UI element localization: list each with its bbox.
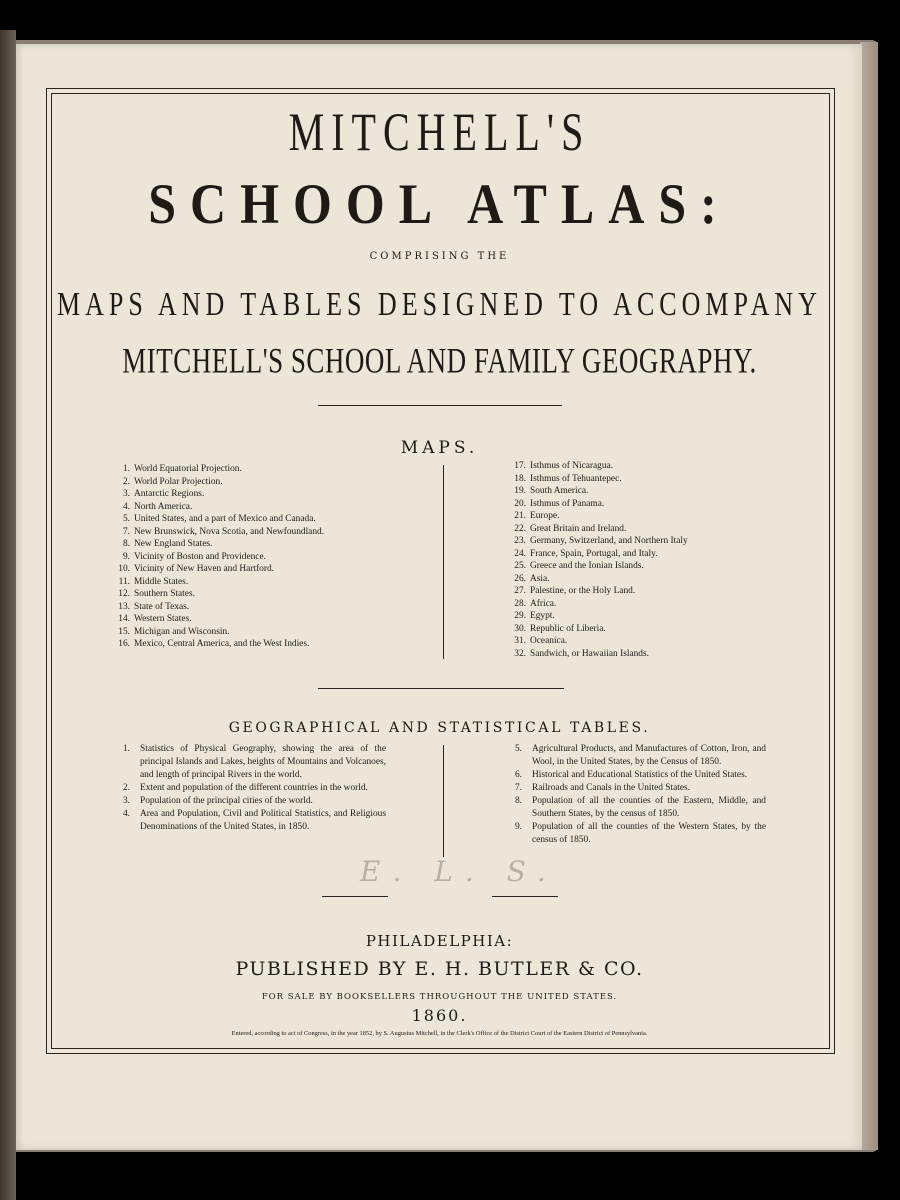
tables-column-divider — [443, 745, 444, 857]
map-list-item — [506, 560, 716, 573]
map-list-item — [506, 635, 716, 648]
table-list-item — [110, 795, 386, 808]
map-list-item — [110, 588, 324, 601]
item-number: 4. — [122, 501, 130, 512]
item-number: 3. — [122, 796, 130, 806]
item-number: 27. — [514, 586, 526, 596]
item-number: 2. — [122, 476, 130, 487]
table-list-item — [110, 808, 386, 834]
item-number: 14. — [118, 614, 130, 624]
tables-list-right — [502, 743, 766, 847]
divider-rule-top — [318, 405, 562, 406]
item-number: 16. — [118, 639, 130, 649]
table-list-item — [502, 821, 766, 847]
item-number: 7. — [122, 526, 130, 537]
item-text: Historical and Educational Statistics of the United States. — [532, 770, 748, 780]
map-list-item — [110, 526, 324, 539]
item-text: Railroads and Canals in the United States. — [532, 783, 691, 793]
item-number: 24. — [514, 548, 526, 559]
imprint-city: PHILADELPHIA: — [365, 932, 514, 950]
item-text: New England States. — [134, 539, 213, 549]
map-list-item — [506, 523, 716, 536]
item-number: 9. — [122, 551, 130, 562]
map-list-item — [506, 623, 716, 636]
table-list-item — [110, 743, 386, 782]
item-text: Area and Population, Civil and Political Statistics, and Religious Denominations of the United States, in 1850. — [140, 809, 386, 832]
item-text: Isthmus of Tehuantepec. — [530, 473, 622, 484]
map-list-item — [506, 473, 716, 486]
item-text: Extent and population of the different countries in the world. — [140, 783, 368, 793]
item-text: Mexico, Central America, and the West Indies. — [134, 639, 310, 649]
maps-column-divider — [443, 465, 444, 659]
divider-rule-short-right — [492, 896, 558, 897]
item-text: Egypt. — [530, 611, 555, 621]
item-text: Michigan and Wisconsin. — [134, 626, 230, 637]
item-number: 9. — [514, 822, 522, 832]
item-text: North America. — [134, 501, 193, 512]
item-number: 4. — [122, 809, 130, 819]
map-list-item — [506, 610, 716, 623]
item-text: World Equatorial Projection. — [134, 464, 242, 474]
item-number: 7. — [514, 783, 522, 793]
handwritten-initials: E. L. S. — [360, 855, 558, 888]
cover-edge — [860, 42, 878, 1150]
map-list-item — [506, 485, 716, 498]
maps-list-left — [110, 463, 324, 651]
map-list-item — [110, 601, 324, 614]
item-number: 1. — [122, 464, 130, 474]
item-text: Oceanica. — [530, 636, 568, 646]
table-list-item — [502, 795, 766, 821]
item-number: 13. — [118, 601, 130, 612]
map-list-item — [506, 510, 716, 523]
item-number: 23. — [514, 536, 526, 546]
item-text: Isthmus of Nicaragua. — [530, 461, 614, 471]
item-text: Statistics of Physical Geography, showing the area of the principal Islands and Lakes, heights of Mountains and Volcanoes, and length of principal Rivers in the world. — [140, 744, 386, 780]
copyright-notice: Entered, according to act of Congress, in the year 1852, by S. Augustus Mitchell, in the Clerk's Office of the District Court of the Eastern District of Pennsylvania. — [231, 1030, 648, 1037]
imprint-for-sale: FOR SALE BY BOOKSELLERS THROUGHOUT THE UNITED STATES. — [261, 992, 618, 1002]
item-text: New Brunswick, Nova Scotia, and Newfoundland. — [134, 526, 325, 537]
item-number: 19. — [514, 486, 526, 496]
item-number: 5. — [122, 514, 130, 524]
book-spine — [0, 30, 16, 1200]
item-text: Germany, Switzerland, and Northern Italy — [530, 536, 688, 546]
item-text: Great Britain and Ireland. — [530, 523, 627, 534]
table-list-item — [502, 743, 766, 769]
item-text: Isthmus of Panama. — [530, 498, 605, 509]
map-list-item — [110, 563, 324, 576]
map-list-item — [506, 460, 716, 473]
map-list-item — [506, 548, 716, 561]
imprint-year: 1860. — [411, 1006, 468, 1025]
item-text: Antarctic Regions. — [134, 489, 205, 499]
map-list-item — [506, 573, 716, 586]
map-list-item — [506, 598, 716, 611]
item-number: 11. — [118, 576, 130, 587]
map-list-item — [110, 538, 324, 551]
item-number: 30. — [514, 623, 526, 634]
item-text: Sandwich, or Hawaiian Islands. — [530, 648, 649, 659]
item-text: Palestine, or the Holy Land. — [530, 586, 636, 596]
item-text: France, Spain, Portugal, and Italy. — [530, 548, 658, 559]
item-text: Africa. — [530, 598, 557, 609]
item-text: Population of all the counties of the Western States, by the census of 1850. — [532, 822, 766, 845]
item-number: 6. — [514, 770, 522, 780]
map-list-item — [110, 501, 324, 514]
item-text: Vicinity of Boston and Providence. — [134, 551, 266, 562]
item-text: Population of the principal cities of the world. — [140, 796, 313, 806]
subtitle-maps-and-tables: MAPS AND TABLES DESIGNED TO ACCOMPANY — [57, 285, 822, 323]
map-list-item — [110, 476, 324, 489]
item-text: Greece and the Ionian Islands. — [530, 561, 644, 571]
map-list-item — [506, 498, 716, 511]
tables-heading: GEOGRAPHICAL AND STATISTICAL TABLES. — [228, 720, 651, 736]
table-list-item — [110, 782, 386, 795]
item-number: 1. — [122, 744, 130, 754]
title-school-atlas: SCHOOL ATLAS: — [148, 171, 731, 236]
item-number: 32. — [514, 648, 526, 659]
divider-rule-short-left — [322, 896, 388, 897]
divider-rule-middle — [318, 688, 564, 689]
item-number: 12. — [118, 589, 130, 599]
table-list-item — [502, 769, 766, 782]
title-mitchells: MITCHELL'S — [288, 101, 591, 163]
map-list-item — [110, 626, 324, 639]
item-number: 17. — [514, 461, 526, 471]
item-number: 18. — [514, 473, 526, 484]
item-text: Middle States. — [134, 576, 189, 587]
map-list-item — [506, 648, 716, 661]
map-list-item — [506, 585, 716, 598]
item-text: Population of all the counties of the Eastern, Middle, and Southern States, by the census of 1850. — [532, 796, 766, 819]
item-number: 31. — [514, 636, 526, 646]
map-list-item — [110, 576, 324, 589]
map-list-item — [110, 488, 324, 501]
map-list-item — [110, 551, 324, 564]
map-list-item — [110, 638, 324, 651]
item-number: 26. — [514, 573, 526, 584]
maps-heading: MAPS. — [400, 438, 479, 458]
item-text: World Polar Projection. — [134, 476, 223, 487]
item-number: 22. — [514, 523, 526, 534]
item-text: United States, and a part of Mexico and Canada. — [134, 514, 316, 524]
item-number: 2. — [122, 783, 130, 793]
map-list-item — [110, 463, 324, 476]
item-number: 25. — [514, 561, 526, 571]
item-text: Western States. — [134, 614, 192, 624]
item-text: Southern States. — [134, 589, 195, 599]
item-text: Asia. — [530, 573, 550, 584]
subtitle-geography: MITCHELL'S SCHOOL AND FAMILY GEOGRAPHY. — [122, 340, 757, 381]
item-text: Agricultural Products, and Manufactures of Cotton, Iron, and Wool, in the United States, by the Census of 1850. — [532, 744, 766, 767]
map-list-item — [110, 613, 324, 626]
table-list-item — [502, 782, 766, 795]
item-number: 8. — [122, 539, 130, 549]
imprint-publisher: PUBLISHED BY E. H. BUTLER & CO. — [235, 958, 644, 980]
item-number: 28. — [514, 598, 526, 609]
subtitle-comprising: COMPRISING THE — [369, 251, 510, 262]
item-number: 5. — [514, 744, 522, 754]
item-number: 29. — [514, 611, 526, 621]
item-number: 20. — [514, 498, 526, 509]
tables-list-left — [110, 743, 386, 834]
item-text: South America. — [530, 486, 589, 496]
maps-list-right — [506, 460, 716, 660]
item-text: State of Texas. — [134, 601, 190, 612]
item-text: Republic of Liberia. — [530, 623, 606, 634]
item-text: Vicinity of New Haven and Hartford. — [134, 564, 275, 574]
item-text: Europe. — [530, 511, 560, 521]
map-list-item — [110, 513, 324, 526]
item-number: 8. — [514, 796, 522, 806]
item-number: 3. — [122, 489, 130, 499]
item-number: 21. — [514, 511, 526, 521]
map-list-item — [506, 535, 716, 548]
item-number: 15. — [118, 626, 130, 637]
item-number: 10. — [118, 564, 130, 574]
